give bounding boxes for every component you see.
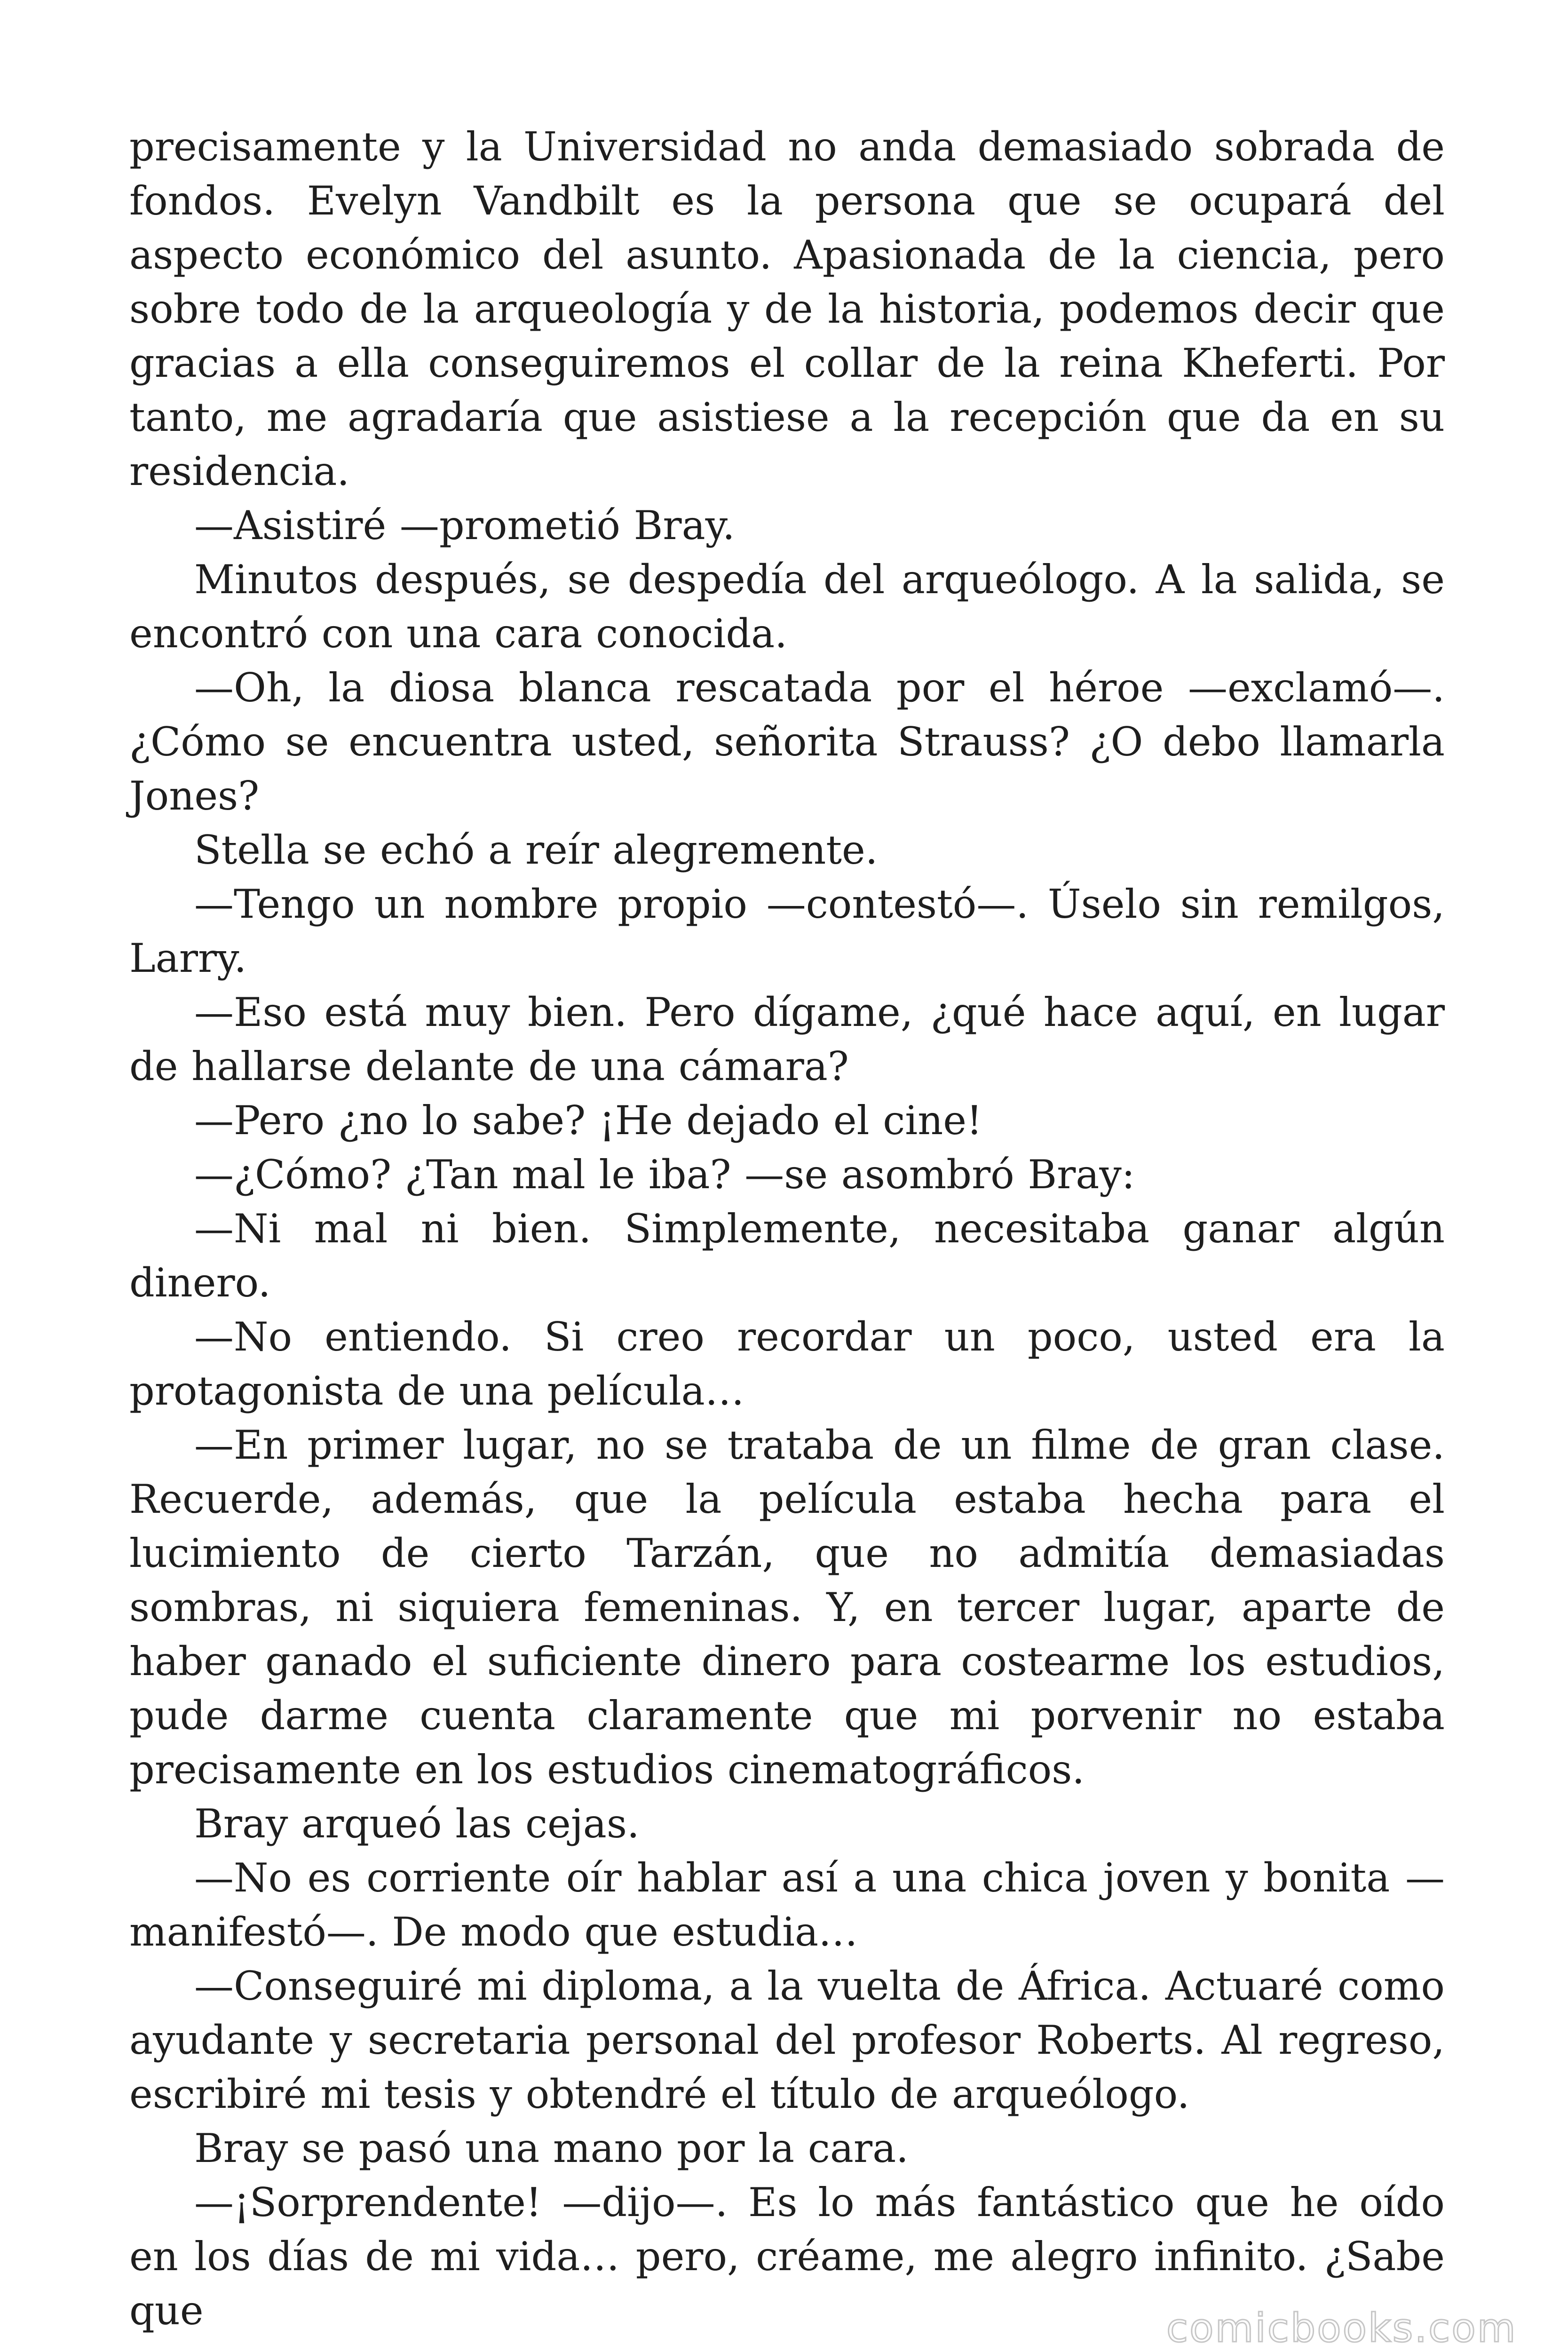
paragraph: Minutos después, se despedía del arqueólogo. A la salida, se encontró con una cara conocida. bbox=[129, 556, 1445, 657]
paragraph: —Conseguiré mi diploma, a la vuelta de África. Actuaré como ayudante y secretaria personal del profesor Roberts. Al regreso, escribiré mi tesis y obtendré el título de arqueólogo. bbox=[129, 1963, 1445, 2117]
paragraph: —No es corriente oír hablar así a una chica joven y bonita —manifestó—. De modo que estudia… bbox=[129, 1855, 1445, 1955]
body-text bbox=[129, 120, 1445, 2338]
paragraph: —Eso está muy bien. Pero dígame, ¿qué hace aquí, en lugar de hallarse delante de una cámara? bbox=[129, 989, 1445, 1089]
paragraph: —Ni mal ni bien. Simplemente, necesitaba ganar algún dinero. bbox=[129, 1206, 1445, 1306]
paragraph: —Pero ¿no lo sabe? ¡He dejado el cine! bbox=[194, 1097, 982, 1144]
paragraph: Bray arqueó las cejas. bbox=[194, 1801, 640, 1847]
paragraph: —¿Cómo? ¿Tan mal le iba? —se asombró Bray: bbox=[194, 1152, 1135, 1198]
paragraph: Stella se echó a reír alegremente. bbox=[194, 827, 878, 873]
paragraph-continuation: precisamente y la Universidad no anda demasiado sobrada de fondos. Evelyn Vandbilt es la persona que se ocupará del aspecto económico del asunto. Apasionada de la ciencia, pero sobre todo de la arqueología y de la historia, podemos decir que gracias a ella conseguiremos el collar de la reina Kheferti. Por tanto, me agradaría que asistiese a la recepción que da en su residencia. bbox=[129, 124, 1445, 494]
paragraph: Bray se pasó una mano por la cara. bbox=[194, 2125, 909, 2171]
paragraph-continues-next-page: —¡Sorprendente! —dijo—. Es lo más fantástico que he oído en los días de mi vida… pero, créame, me alegro infinito. ¿Sabe que bbox=[129, 2179, 1445, 2334]
paragraph: —Asistiré —prometió Bray. bbox=[194, 502, 735, 548]
paragraph: —Oh, la diosa blanca rescatada por el héroe —exclamó—. ¿Cómo se encuentra usted, señorita Strauss? ¿O debo llamarla Jones? bbox=[129, 665, 1445, 819]
paragraph: —No entiendo. Si creo recordar un poco, usted era la protagonista de una película… bbox=[129, 1314, 1445, 1414]
watermark: comicbooks.com bbox=[1166, 2305, 1517, 2351]
paragraph: —Tengo un nombre propio —contestó—. Úselo sin remilgos, Larry. bbox=[129, 881, 1445, 981]
paragraph: —En primer lugar, no se trataba de un filme de gran clase. Recuerde, además, que la película estaba hecha para el lucimiento de cierto Tarzán, que no admitía demasiadas sombras, ni siquiera femeninas. Y, en tercer lugar, aparte de haber ganado el suficiente dinero para costearme los estudios, pude darme cuenta claramente que mi porvenir no estaba precisamente en los estudios cinematográficos. bbox=[129, 1422, 1445, 1793]
